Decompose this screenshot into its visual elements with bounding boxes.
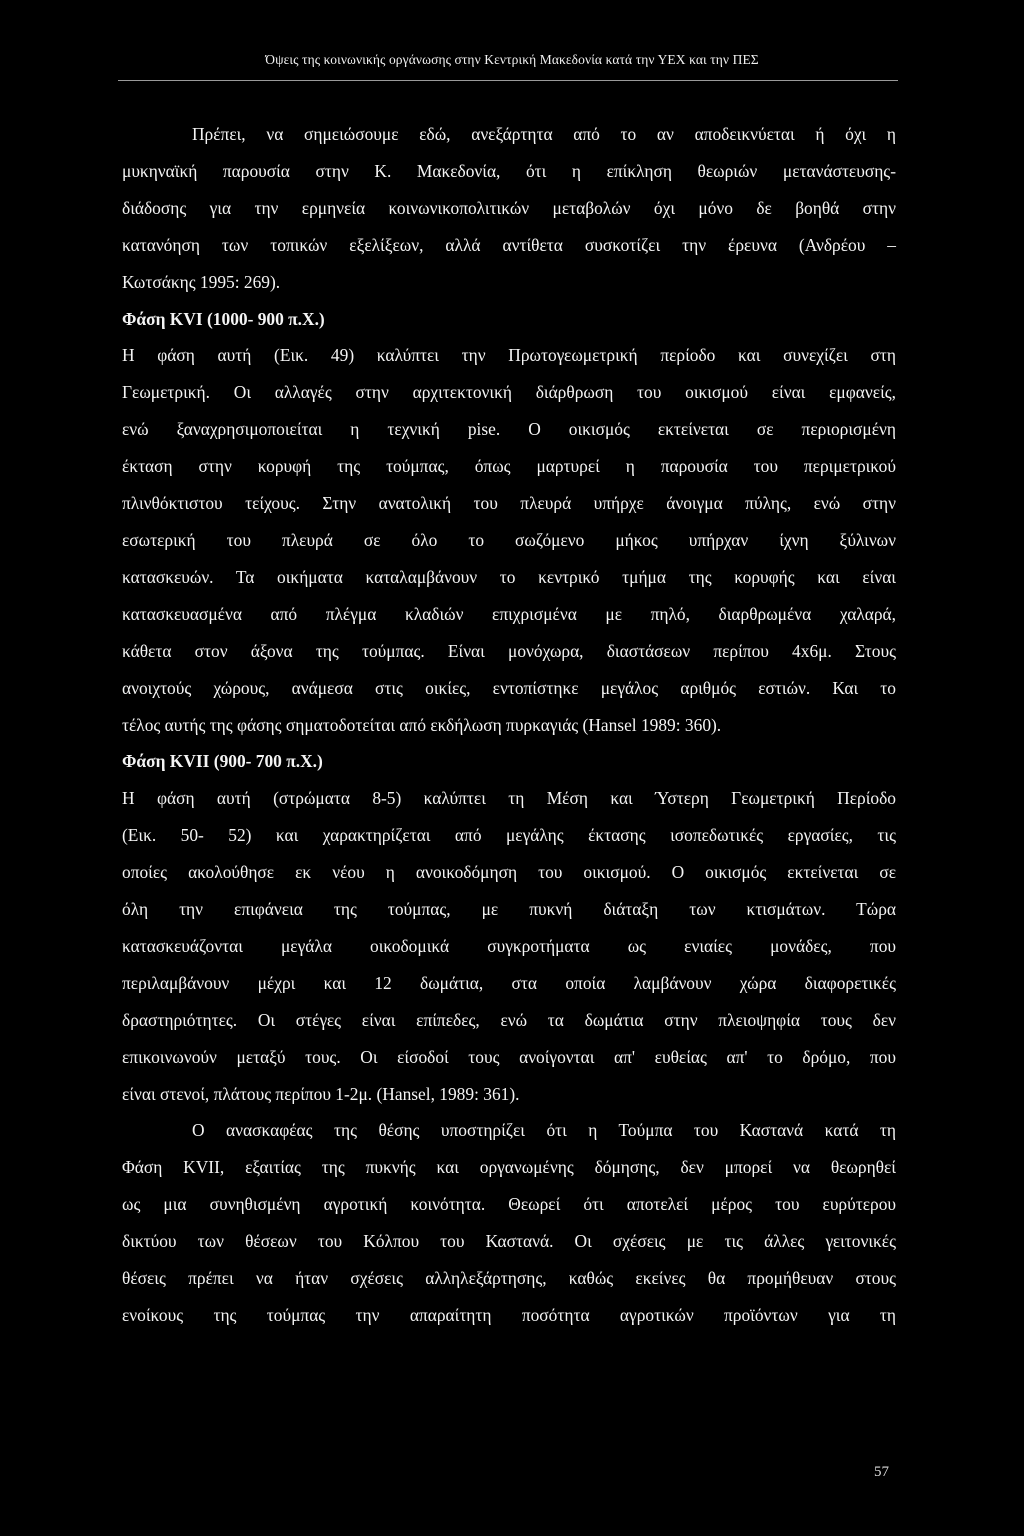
- text-line: κατασκευών. Τα οικήματα καταλαμβάνουν το κεντρικό τμήμα της κορυφής και είναι: [122, 566, 896, 587]
- text-line: δραστηριότητες. Οι στέγες είναι επίπεδες, ενώ τα δωμάτια στην πλειοψηφία τους δεν: [122, 1009, 896, 1030]
- text-line: διάδοσης για την ερμηνεία κοινωνικοπολιτικών μεταβολών όχι μόνο δε βοηθά στην: [122, 197, 896, 218]
- text-line: κάθετα στον άξονα της τούμπας. Είναι μονόχωρα, διαστάσεων περίπου 4x6μ. Στους: [122, 640, 896, 661]
- text-line: κατανόηση των τοπικών εξελίξεων, αλλά αντίθετα συσκοτίζει την έρευνα (Ανδρέου –: [122, 234, 896, 255]
- text-line: ως μια συνηθισμένη αγροτική κοινότητα. Θεωρεί ότι αποτελεί μέρος του ευρύτερου: [122, 1194, 896, 1215]
- paragraph-1: [122, 116, 896, 301]
- text-line: ενοίκους της τούμπας την απαραίτητη ποσότητα αγροτικών προϊόντων για τη: [122, 1305, 896, 1325]
- text-line: κατασκευάζονται μεγάλα οικοδομικά συγκροτήματα ως ενιαίες μονάδες, που: [122, 935, 896, 956]
- text-line: πλινθόκτιστου τείχους. Στην ανατολική του πλευρά υπήρχε άνοιγμα πύλης, ενώ στην: [122, 493, 896, 514]
- text-line: οποίες ακολούθησε εκ νέου η ανοικοδόμηση του οικισμού. Ο οικισμός εκτείνεται σε: [122, 862, 896, 883]
- text-line: όλη την επιφάνεια της τούμπας, με πυκνή διάταξη των κτισμάτων. Τώρα: [122, 899, 896, 920]
- text-line: μυκηναϊκή παρουσία στην Κ. Μακεδονία, ότι η επίκληση θεωριών μετανάστευσης-: [122, 160, 896, 181]
- text-line: δικτύου των θέσεων του Κόλπου του Καστανά. Οι σχέσεις με τις άλλες γειτονικές: [122, 1231, 896, 1252]
- header-divider: [118, 80, 898, 81]
- section-heading-kvi: Φάση ΚVI (1000- 900 π.Χ.): [122, 308, 325, 329]
- page-body: [122, 116, 896, 1334]
- text-line: είναι στενοί, πλάτους περίπου 1-2μ. (Hansel, 1989: 361).: [122, 1083, 520, 1104]
- text-line: τέλος αυτής της φάσης σηματοδοτείται από εκδήλωση πυρκαγιάς (Hansel 1989: 360).: [122, 714, 722, 735]
- text-line: Φάση ΚVII, εξαιτίας της πυκνής και οργανωμένης δόμησης, δεν μπορεί να θεωρηθεί: [122, 1157, 896, 1178]
- text-line: κατασκευασμένα από πλέγμα κλαδιών επιχρισμένα με πηλό, διαρθρωμένα χαλαρά,: [122, 603, 896, 624]
- text-line: Ο ανασκαφέας της θέσης υποστηρίζει ότι η Τούμπα του Καστανά κατά τη: [192, 1120, 896, 1141]
- text-line: ανοιχτούς χώρους, ανάμεσα στις οικίες, εντοπίστηκε μεγάλος αριθμός εστιών. Και το: [122, 677, 896, 698]
- text-line: Πρέπει, να σημειώσουμε εδώ, ανεξάρτητα από το αν αποδεικνύεται ή όχι η: [192, 124, 896, 144]
- text-line: εσωτερική του πλευρά σε όλο το σωζόμενο μήκος υπήρχαν ίχνη ξύλινων: [122, 529, 896, 550]
- text-line: ενώ ξαναχρησιμοποιείται η τεχνική pise. Ο οικισμός εκτείνεται σε περιορισμένη: [122, 419, 896, 440]
- text-line: θέσεις πρέπει να ήταν σχέσεις αλληλεξάρτησης, καθώς εκείνες θα προμήθευαν στους: [122, 1268, 896, 1289]
- text-line: Η φάση αυτή (Εικ. 49) καλύπτει την Πρωτογεωμετρική περίοδο και συνεχίζει στη: [122, 345, 896, 366]
- text-line: Η φάση αυτή (στρώματα 8-5) καλύπτει τη Μέση και Ύστερη Γεωμετρική Περίοδο: [122, 788, 896, 809]
- page-number: 57: [874, 1464, 889, 1480]
- text-line: περιλαμβάνουν μέχρι και 12 δωμάτια, στα οποία λαμβάνουν χώρα διαφορετικές: [122, 972, 896, 993]
- paragraph-4: [122, 1112, 896, 1333]
- text-line: (Εικ. 50- 52) και χαρακτηρίζεται από μεγάλης έκτασης ισοπεδωτικές εργασίες, τις: [122, 825, 896, 846]
- paragraph-2: [122, 337, 896, 743]
- text-line: Γεωμετρική. Οι αλλαγές στην αρχιτεκτονική διάρθρωση του οικισμού είναι εμφανείς,: [122, 382, 896, 403]
- text-line: επικοινωνούν μεταξύ τους. Οι είσοδοί τους ανοίγονται απ' ευθείας απ' το δρόμο, που: [122, 1046, 896, 1067]
- paragraph-3: [122, 780, 896, 1112]
- text-line: έκταση στην κορυφή της τούμπας, όπως μαρτυρεί η παρουσία του περιμετρικού: [122, 456, 896, 477]
- section-heading-kvii: Φάση ΚVII (900- 700 π.Χ.): [122, 751, 323, 772]
- running-header: Όψεις της κοινωνικής οργάνωσης στην Κεντρική Μακεδονία κατά την ΥΕΧ και την ΠΕΣ: [265, 52, 759, 67]
- text-line: Κωτσάκης 1995: 269).: [122, 271, 281, 292]
